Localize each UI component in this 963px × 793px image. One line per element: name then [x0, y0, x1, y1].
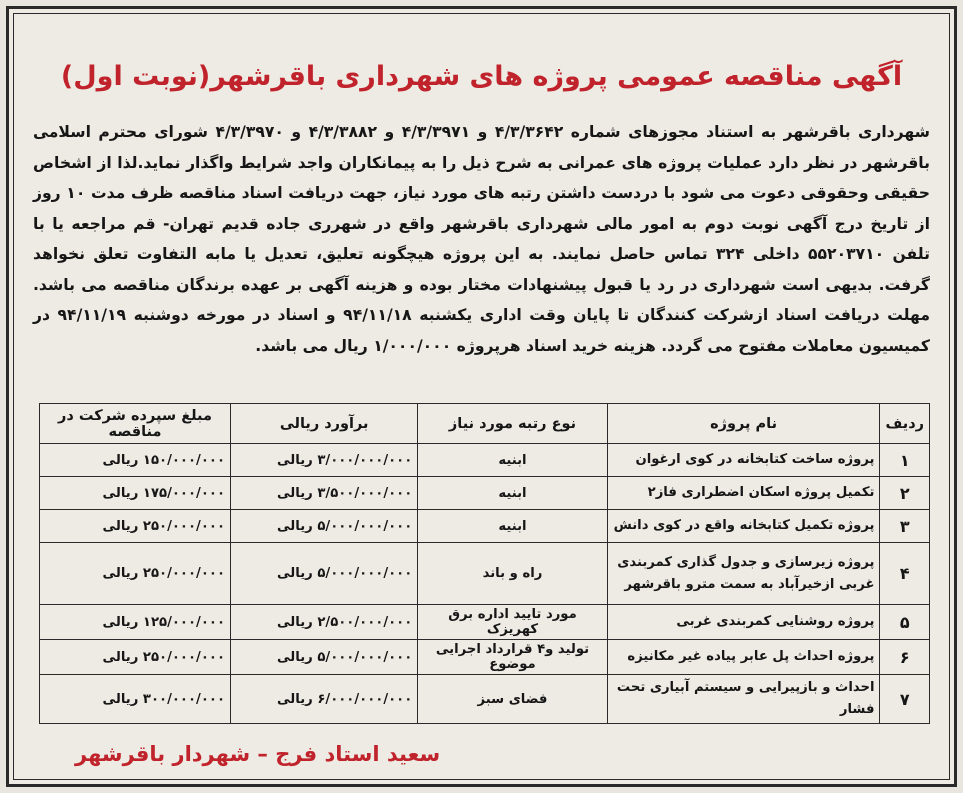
deposit-value: ۲۵۰/۰۰۰/۰۰۰ ریالی [40, 510, 231, 543]
project-name: تکمیل پروژه اسکان اضطراری فاز۲ [607, 477, 880, 510]
estimate-value: ۵/۰۰۰/۰۰۰/۰۰۰ ریالی [231, 543, 418, 605]
estimate-value: ۵/۰۰۰/۰۰۰/۰۰۰ ریالی [231, 510, 418, 543]
required-grade: تولید و۴ قرارداد اجرایی موضوع [418, 640, 607, 675]
table-row [40, 675, 930, 724]
row-number: ۶ [880, 640, 930, 675]
row-number: ۲ [880, 477, 930, 510]
header-deposit: مبلغ سپرده شرکت در مناقصه [40, 404, 231, 444]
deposit-value: ۱۵۰/۰۰۰/۰۰۰ ریالی [40, 444, 231, 477]
row-number: ۴ [880, 543, 930, 605]
table-row [40, 543, 930, 605]
newspaper-notice [6, 6, 957, 787]
project-name: احداث و بازپیرایی و سیستم آبیاری تحت فشار [607, 675, 880, 724]
required-grade: ابنیه [418, 444, 607, 477]
table-row [40, 510, 930, 543]
required-grade: راه و باند [418, 543, 607, 605]
project-name: پروژه تکمیل کتابخانه واقع در کوی دانش [607, 510, 880, 543]
table-row [40, 640, 930, 675]
estimate-value: ۶/۰۰۰/۰۰۰/۰۰۰ ریالی [231, 675, 418, 724]
notice-paragraph: شهرداری باقرشهر به استناد مجوزهای شماره ۴/۳/۳۶۴۲ و ۴/۳/۳۹۷۱ و ۴/۳/۳۸۸۲ و ۴/۳/۳۹۷۰ شورای محترم اسلامی باقرشهر در نظر دارد عملیات پروژه های عمرانی به شرح ذیل را به پیمانکاران واجد شرایط واگذار نماید.لذا از اشخاص حقیقی وحقوقی دعوت می شود با دردست داشتن رتبه های مورد نیاز، جهت دریافت اسناد مناقصه ظرف مدت ۱۰ روز از تاریخ درج آگهی نوبت دوم به امور مالی شهرداری باقرشهر واقع در شهرری جاده قدیم تهران- قم مراجعه یا با تلفن ۵۵۲۰۳۷۱۰ داخلی ۳۲۴ تماس حاصل نمایند. به این پروژه هیچگونه تعلیق، تعدیل یا مابه التفاوت تعلق نخواهد گرفت. بدیهی است شهرداری در رد یا قبول پیشنهادات مختار بوده و هزینه آگهی بر عهده برندگان مناقصه می باشد. مهلت دریافت اسناد ازشرکت کنندگان تا پایان وقت اداری یکشنبه ۹۴/۱۱/۱۸ و اسناد در مورخه دوشنبه ۹۴/۱۱/۱۹ در کمیسیون معاملات مفتوح می گردد. هزینه خرید اسناد هرپروژه ۱/۰۰۰/۰۰۰ ریال می باشد. [33, 123, 931, 355]
deposit-value: ۲۵۰/۰۰۰/۰۰۰ ریالی [40, 543, 231, 605]
deposit-value: ۲۵۰/۰۰۰/۰۰۰ ریالی [40, 640, 231, 675]
header-project-name: نام پروژه [607, 404, 880, 444]
table-row [40, 605, 930, 640]
header-row-number: ردیف [880, 404, 930, 444]
deposit-value: ۱۲۵/۰۰۰/۰۰۰ ریالی [40, 605, 231, 640]
estimate-value: ۳/۵۰۰/۰۰۰/۰۰۰ ریالی [231, 477, 418, 510]
table-row [40, 477, 930, 510]
projects-table [39, 403, 930, 724]
mayor-signature: سعید استاد فرج – شهردار باقرشهر [75, 742, 441, 766]
table-row [40, 444, 930, 477]
header-estimate: برآورد ریالی [231, 404, 418, 444]
project-name: پروژه روشنایی کمربندی غربی [607, 605, 880, 640]
estimate-value: ۵/۰۰۰/۰۰۰/۰۰۰ ریالی [231, 640, 418, 675]
required-grade: مورد تایید اداره برق کهریزک [418, 605, 607, 640]
row-number: ۱ [880, 444, 930, 477]
required-grade: فضای سبز [418, 675, 607, 724]
deposit-value: ۳۰۰/۰۰۰/۰۰۰ ریالی [40, 675, 231, 724]
required-grade: ابنیه [418, 510, 607, 543]
estimate-value: ۳/۰۰۰/۰۰۰/۰۰۰ ریالی [231, 444, 418, 477]
required-grade: ابنیه [418, 477, 607, 510]
deposit-value: ۱۷۵/۰۰۰/۰۰۰ ریالی [40, 477, 231, 510]
notice-title: آگهی مناقصه عمومی پروژه های شهرداری باقرشهر(نوبت اول) [60, 61, 903, 92]
row-number: ۷ [880, 675, 930, 724]
header-required-grade: نوع رتبه مورد نیاز [418, 404, 607, 444]
table-header-row [40, 404, 930, 444]
project-name: پروژه ساخت کتابخانه در کوی ارغوان [607, 444, 880, 477]
estimate-value: ۲/۵۰۰/۰۰۰/۰۰۰ ریالی [231, 605, 418, 640]
row-number: ۵ [880, 605, 930, 640]
project-name: پروژه زیرسازی و جدول گذاری کمربندی غربی ازخیرآباد به سمت مترو باقرشهر [607, 543, 880, 605]
row-number: ۳ [880, 510, 930, 543]
project-name: پروژه احداث پل عابر پیاده غیر مکانیزه [607, 640, 880, 675]
